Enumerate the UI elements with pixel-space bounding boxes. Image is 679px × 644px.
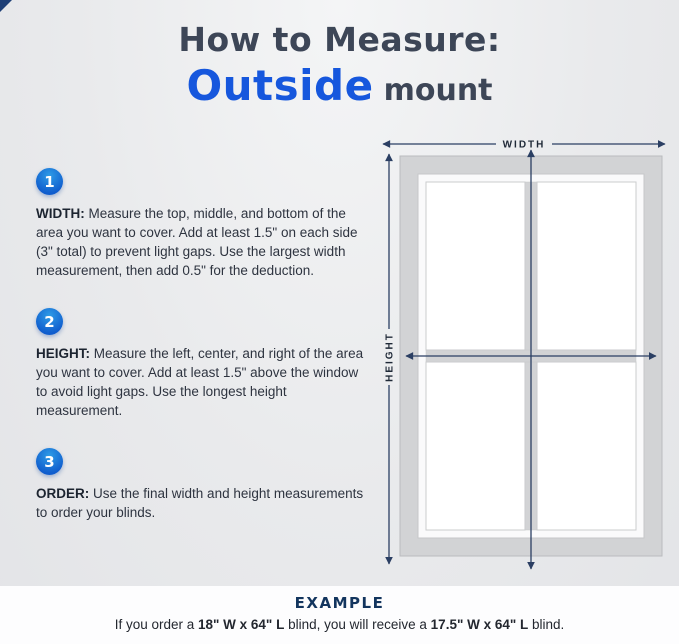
step-text (36, 344, 372, 421)
step-item-order (36, 448, 372, 522)
example-middle: blind, you will receive a (284, 617, 431, 632)
example-suffix: blind. (528, 617, 565, 632)
title-suffix: mount (383, 73, 493, 108)
corner-accent (0, 0, 12, 12)
step-number: 1 (44, 172, 55, 191)
title-accent: Outside (186, 61, 374, 110)
step-item-width (36, 168, 372, 281)
step-item-height (36, 308, 372, 421)
example-heading: EXAMPLE (294, 594, 385, 612)
window-pane-bottom-right (537, 362, 636, 530)
window-pane-bottom-left (426, 362, 525, 530)
measurement-diagram (380, 133, 668, 575)
step-number-badge (36, 448, 63, 475)
step-body: Measure the left, center, and right of the area you want to cover. Add at least 1.5" above the window to avoid light gaps. Use the longest height measurement. (36, 346, 364, 419)
receive-size: 17.5" W x 64" L (430, 617, 529, 632)
window-pane-top-left (426, 182, 525, 350)
height-label: HEIGHT (384, 332, 396, 382)
step-number: 2 (44, 312, 55, 331)
step-number-badge (36, 168, 63, 195)
step-number: 3 (44, 452, 55, 471)
step-text (36, 484, 372, 522)
title-line-2 (0, 61, 679, 110)
window-diagram-svg (380, 133, 668, 575)
width-label: WIDTH (502, 139, 546, 151)
step-text (36, 204, 372, 281)
step-number-badge (36, 308, 63, 335)
example-section (0, 586, 679, 644)
step-label: WIDTH: (36, 206, 85, 221)
window-pane-top-right (537, 182, 636, 350)
step-body: Measure the top, middle, and bottom of the area you want to cover. Add at least 1.5" on each side (3" total) to prevent light gaps. Use the largest width measurement, then add 0.5" for the deduction. (36, 206, 358, 279)
step-body: Use the final width and height measurements to order your blinds. (36, 486, 364, 521)
page-title (0, 20, 679, 110)
order-size: 18" W x 64" L (198, 617, 285, 632)
example-text (0, 617, 679, 632)
step-label: ORDER: (36, 486, 90, 501)
example-prefix: If you order a (114, 617, 198, 632)
step-label: HEIGHT: (36, 346, 90, 361)
title-line-1: How to Measure: (178, 20, 501, 59)
